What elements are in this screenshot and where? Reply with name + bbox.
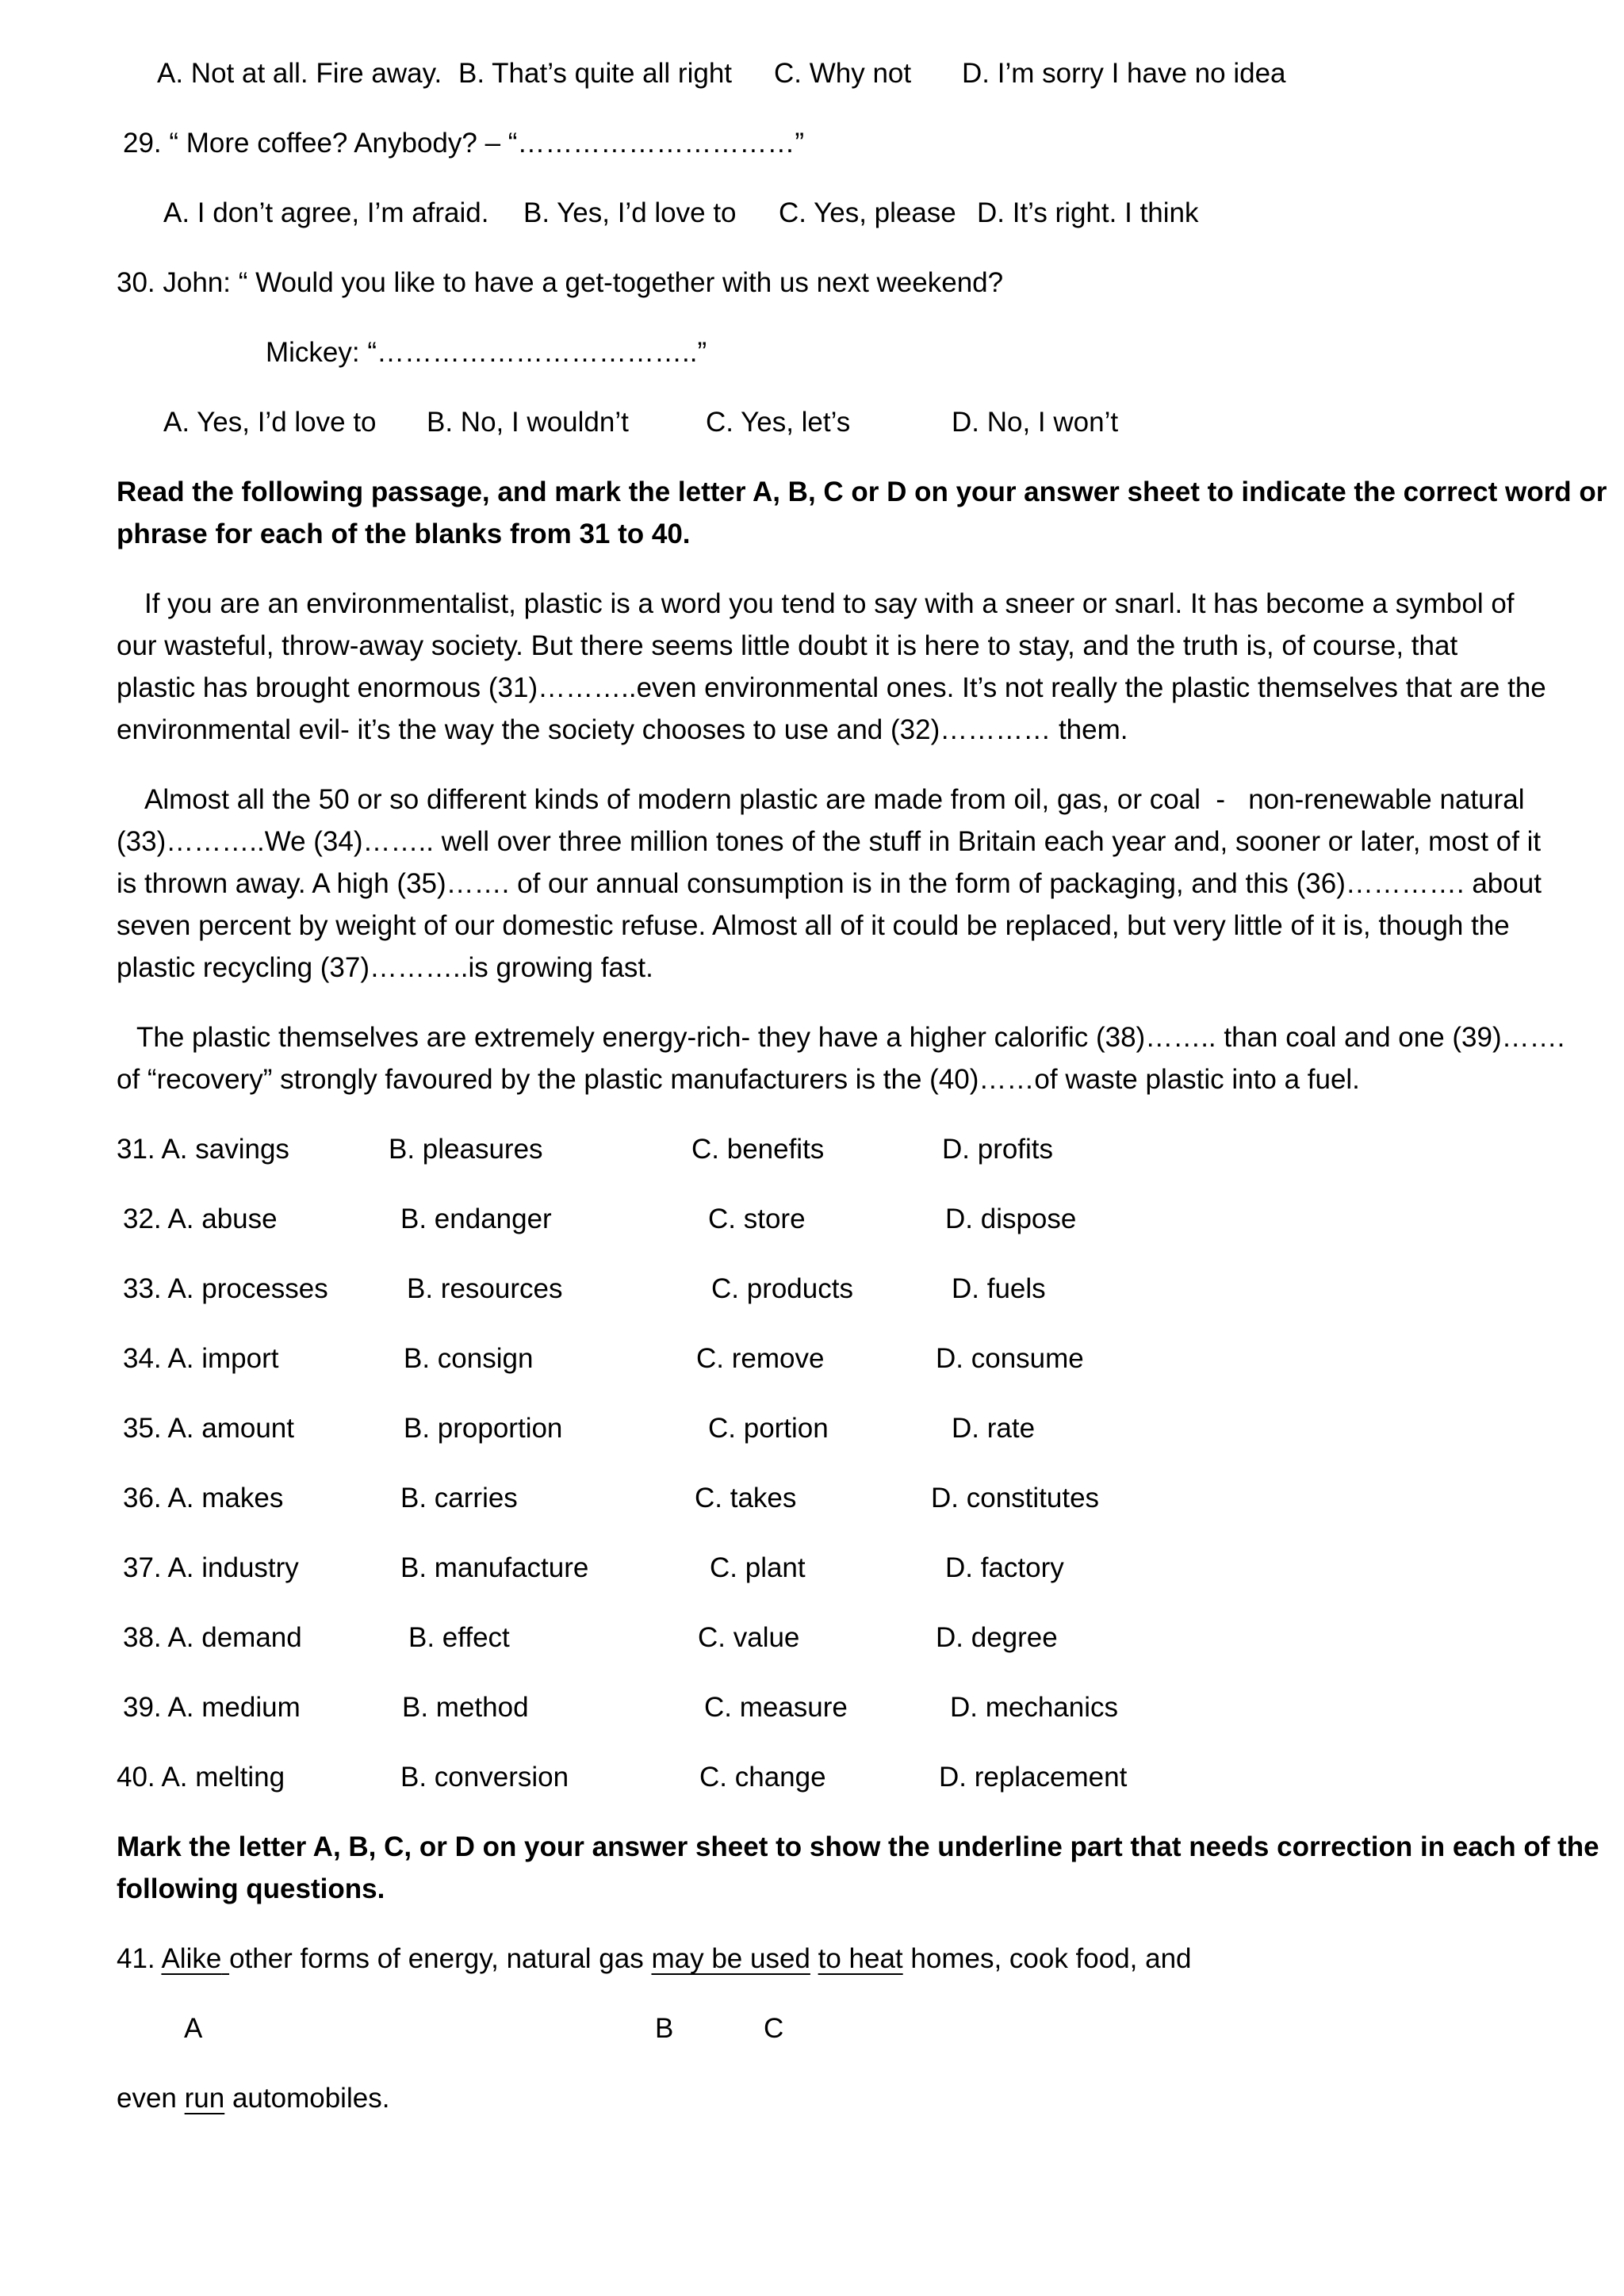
q41-sentence-line-2 xyxy=(117,2077,389,2119)
answer-36-c: C. takes xyxy=(695,1483,797,1513)
answer-38-c: C. value xyxy=(698,1622,800,1653)
passage-p1-line-4: environmental evil- it’s the way the society chooses to use and (32)………… them. xyxy=(117,714,1128,745)
answer-37-d: D. factory xyxy=(945,1552,1064,1583)
q41-text-4: automobiles. xyxy=(232,2083,390,2114)
answer-32-b: B. endanger xyxy=(400,1203,552,1234)
answer-33-c: C. products xyxy=(711,1273,853,1304)
q41-letter-b: B xyxy=(655,2013,674,2044)
answer-39-d: D. mechanics xyxy=(950,1692,1119,1723)
reading-instruction-line-2: phrase for each of the blanks from 31 to 40. xyxy=(117,519,691,549)
answer-40-d: D. replacement xyxy=(939,1762,1128,1793)
answer-39-c: C. measure xyxy=(704,1692,848,1723)
error-instruction-line-1: Mark the letter A, B, C, or D on your answer sheet to show the underline part that needs correction in each of the xyxy=(117,1831,1599,1862)
q30-option-c: C. Yes, let’s xyxy=(706,407,851,438)
answer-37-c: C. plant xyxy=(710,1552,806,1583)
q29-option-d: D. It’s right. I think xyxy=(977,197,1199,228)
q30-reply: Mickey: “……………………………..” xyxy=(266,337,707,368)
q41-underlined-c: to heat xyxy=(818,1943,903,1974)
passage-p1-line-1: If you are an environmentalist, plastic is a word you tend to say with a sneer or snarl. It has become a symbol of xyxy=(144,588,1515,619)
passage-p3-line-1: The plastic themselves are extremely energy-rich- they have a higher calorific (38)…….. than coal and one (39)……. xyxy=(136,1022,1565,1053)
q29-stem: 29. “ More coffee? Anybody? – “…………………………” xyxy=(123,128,805,159)
q28-option-c: C. Why not xyxy=(774,58,912,89)
answer-34-c: C. remove xyxy=(696,1343,825,1374)
q41-text-1: other forms of energy, natural gas xyxy=(229,1943,644,1974)
answer-31-a: 31. A. savings xyxy=(117,1134,289,1165)
passage-p2-line-1: Almost all the 50 or so different kinds of modern plastic are made from oil, gas, or coal - non-renewable natural xyxy=(144,784,1525,815)
q41-underlined-b: may be used xyxy=(651,1943,810,1974)
passage-p3-line-2: of “recovery” strongly favoured by the plastic manufacturers is the (40)……of waste plastic into a fuel. xyxy=(117,1064,1360,1095)
q41-underlined-d: run xyxy=(184,2083,225,2114)
answer-38-b: B. effect xyxy=(408,1622,510,1653)
q30-option-d: D. No, I won’t xyxy=(952,407,1119,438)
answer-33-b: B. resources xyxy=(407,1273,563,1304)
passage-p1-line-3: plastic has brought enormous (31)………..even environmental ones. It’s not really the plastic themselves that are the xyxy=(117,672,1546,703)
q41-text-2: homes, cook food, and xyxy=(910,1943,1192,1974)
q30-stem: 30. John: “ Would you like to have a get-together with us next weekend? xyxy=(117,267,1004,298)
q30-option-a: A. Yes, I’d love to xyxy=(163,407,377,438)
answer-35-c: C. portion xyxy=(708,1413,829,1444)
passage-p1-line-2: our wasteful, throw-away society. But there seems little doubt it is here to stay, and the truth is, of course, that xyxy=(117,630,1458,661)
q28-option-b: B. That’s quite all right xyxy=(458,58,733,89)
error-instruction-line-2: following questions. xyxy=(117,1873,385,1904)
answer-36-a: 36. A. makes xyxy=(123,1483,284,1513)
answer-39-b: B. method xyxy=(402,1692,529,1723)
answer-39-a: 39. A. medium xyxy=(123,1692,301,1723)
answer-35-a: 35. A. amount xyxy=(123,1413,294,1444)
answer-40-c: C. change xyxy=(699,1762,826,1793)
answer-40-b: B. conversion xyxy=(400,1762,569,1793)
q41-text-3: even xyxy=(117,2083,177,2114)
answer-35-b: B. proportion xyxy=(404,1413,563,1444)
answer-40-a: 40. A. melting xyxy=(117,1762,285,1793)
passage-p2-line-3: is thrown away. A high (35)……. of our annual consumption is in the form of packaging, and this (36)…………. about xyxy=(117,868,1542,899)
passage-p2-line-4: seven percent by weight of our domestic refuse. Almost all of it could be replaced, but very little of it is, though the xyxy=(117,910,1510,941)
answer-34-b: B. consign xyxy=(404,1343,534,1374)
answer-33-a: 33. A. processes xyxy=(123,1273,328,1304)
q29-option-a: A. I don’t agree, I’m afraid. xyxy=(163,197,489,228)
q28-option-d: D. I’m sorry I have no idea xyxy=(962,58,1286,89)
answer-33-d: D. fuels xyxy=(952,1273,1046,1304)
answer-36-d: D. constitutes xyxy=(931,1483,1100,1513)
answer-31-d: D. profits xyxy=(942,1134,1054,1165)
answer-34-d: D. consume xyxy=(936,1343,1084,1374)
answer-31-c: C. benefits xyxy=(691,1134,825,1165)
q30-option-b: B. No, I wouldn’t xyxy=(427,407,629,438)
q41-number: 41. xyxy=(117,1943,155,1974)
answer-32-c: C. store xyxy=(708,1203,806,1234)
answer-32-a: 32. A. abuse xyxy=(123,1203,278,1234)
q29-option-b: B. Yes, I’d love to xyxy=(523,197,737,228)
answer-37-b: B. manufacture xyxy=(400,1552,589,1583)
answer-32-d: D. dispose xyxy=(945,1203,1077,1234)
answer-31-b: B. pleasures xyxy=(389,1134,543,1165)
answer-37-a: 37. A. industry xyxy=(123,1552,299,1583)
passage-p2-line-5: plastic recycling (37)………..is growing fast. xyxy=(117,952,653,983)
q41-sentence-line-1 xyxy=(117,1938,1192,1980)
answer-36-b: B. carries xyxy=(400,1483,518,1513)
q41-letter-a: A xyxy=(184,2013,203,2044)
answer-38-a: 38. A. demand xyxy=(123,1622,302,1653)
q29-option-c: C. Yes, please xyxy=(779,197,956,228)
q41-letter-c: C xyxy=(764,2013,784,2044)
answer-35-d: D. rate xyxy=(952,1413,1036,1444)
q41-underlined-a: Alike xyxy=(161,1943,222,1974)
answer-38-d: D. degree xyxy=(936,1622,1058,1653)
q28-option-a: A. Not at all. Fire away. xyxy=(157,58,442,89)
reading-instruction-line-1: Read the following passage, and mark the letter A, B, C or D on your answer sheet to indicate the correct word or xyxy=(117,476,1607,507)
answer-34-a: 34. A. import xyxy=(123,1343,279,1374)
passage-p2-line-2: (33)………..We (34)…….. well over three million tones of the stuff in Britain each year and, sooner or later, most of it xyxy=(117,826,1542,857)
